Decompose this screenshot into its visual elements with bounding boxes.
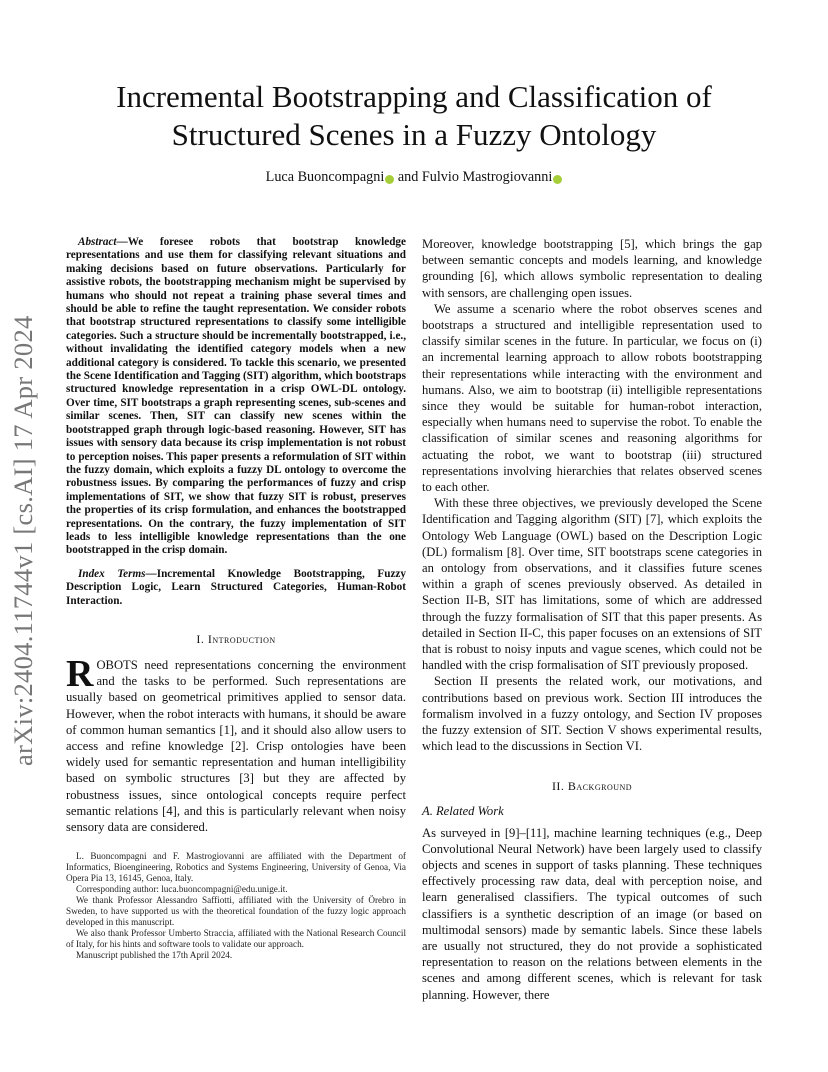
title-line-1: Incremental Bootstrapping and Classification of [116, 79, 712, 114]
author-2: Fulvio Mastrogiovanni [421, 169, 553, 185]
paragraph: With these three objectives, we previously developed the Scene Identification and Tagging algorithm (SIT) [7], which exploits the Ontology Web Language (OWL) based on the Description Logic (DL) formalism [8]. Over time, SIT bootstraps scene categories in an ontology from observations, and it classifies future scenes within a graph of scenes previously observed. As detailed in Section II-B, SIT has limitations, some of which are addressed through the fuzzy formalisation of SIT that this paper presents. As detailed in Section II-C, this paper focuses on an extensions of SIT that is robust to noisy inputs and vague scenes, which could not be handled with the crisp formalisation of SIT previously proposed. [422, 496, 762, 673]
orcid-icon[interactable] [553, 175, 562, 184]
abstract-label: Abstract [78, 236, 117, 248]
drop-cap: R [66, 652, 94, 695]
intro-text: OBOTS need representations concerning the environment and the tasks to be performed. Such representations are usually based on geometrical primitives applied to sensor data. However, when the robot interacts with humans, it should be aware of common human semantics [1], and it should also allow users to access and refine knowledge [2]. Crisp ontologies have been widely used for semantic representation and human intelligibility based on symbolic structures [3] but they are affected by robustness issues, since ontological concepts require perfect semantic relations [4], and this is particularly relevant when noisy sensory data are considered. [66, 657, 406, 834]
index-terms-text: —Incremental Knowledge Bootstrapping, Fuzzy Description Logic, Learn Structured Categories, Human-Robot Interaction. [66, 567, 406, 607]
section-heading-introduction: I. Introduction [196, 631, 276, 646]
arxiv-identifier: arXiv:2404.11744v1 [cs.AI] 17 Apr 2024 [8, 315, 38, 766]
orcid-icon[interactable] [385, 175, 394, 184]
subsection-heading-related-work: A. Related Work [422, 803, 504, 818]
title-line-2: Structured Scenes in a Fuzzy Ontology [171, 117, 657, 152]
footnote-published: Manuscript published the 17th April 2024. [76, 950, 233, 961]
left-column [66, 236, 406, 961]
author-1: Luca Buoncompagni [265, 169, 385, 185]
footnote-corresponding: Corresponding author: luca.buoncompagni@edu.unige.it. [76, 884, 288, 895]
footnotes [66, 851, 406, 961]
paper-title [60, 78, 768, 154]
footnote-thanks-saffiotti: We thank Professor Alessandro Saffiotti, affiliated with the University of Örebro in Sweden, to have supported us with the theoretical foundation of the fuzzy logic approach developed in this manuscript. [66, 895, 406, 928]
paragraph: Moreover, knowledge bootstrapping [5], which brings the gap between semantic concepts and models learning, and knowledge grounding [6], which allows symbolic representation to dealing with sensors, are challenging open issues. [422, 237, 762, 300]
paragraph: We assume a scenario where the robot observes scenes and bootstraps a structured and intelligible representation used to classify similar scenes in the future. In particular, we focus on (i) an incremental learning approach to allow robots bootstrapping their representations while interacting with the environment and humans. Also, we aim to bootstrap (ii) intelligible representations since they would be suitable for human-robot interaction, especially when humans need to supervise the robot. To enable the classification of similar scenes and reasoning algorithms for actuating the robot, we want to bootstrap (iii) structured representations involving hierarchies that relates observed scenes to each other. [422, 301, 762, 495]
intro-paragraph [66, 652, 406, 835]
index-terms [66, 568, 406, 608]
author-separator: and [394, 169, 422, 185]
footnote-thanks-straccia: We also thank Professor Umberto Straccia, affiliated with the National Research Council of Italy, for his hints and software tools to validate our approach. [66, 928, 406, 950]
right-column [422, 236, 762, 1003]
abstract-text: —We foresee robots that bootstrap knowledge representations and use them for classifying relevant situations and making decisions based on future observations. Particularly for assistive robots, the bootstrapping mechanism might be supervised by humans who should not repeat a training phase several times and should be able to refine the taught representation. We consider robots that bootstrap structured representations to classify some intelligible categories. Such a structure should be incrementally bootstrapped, i.e., without invalidating the identified category models when a new additional category is considered. To tackle this scenario, we presented the Scene Identification and Tagging (SIT) algorithm, which bootstraps structured knowledge representation in a crisp OWL-DL ontology. Over time, SIT bootstraps a graph representing scenes, sub-scenes and similar scenes. Then, SIT can classify new scenes within the bootstrapped graph through logic-based reasoning. However, SIT has issues with sensory data because its crisp implementation is not robust to perception noises. This paper presents a reformulation of SIT within the fuzzy domain, which exploits a fuzzy DL ontology to overcome the robustness issues. By comparing the performances of fuzzy and crisp implementations of SIT, we show that fuzzy SIT is robust, preserves the properties of its crisp formulation, and enhances the bootstrapped representations. On the contrary, the fuzzy implementation of SIT leads to less intelligible knowledge representations than the one bootstrapped in the crisp domain. [66, 236, 406, 557]
author-list [60, 169, 768, 186]
section-heading-background: II. Background [551, 778, 633, 793]
index-terms-label: Index Terms [78, 567, 146, 580]
paragraph: As surveyed in [9]–[11], machine learning techniques (e.g., Deep Convolutional Neural Network) have been largely used to classify objects and scenes in support of tasks planning. These techniques effectively processing raw data, deal with perception noise, and learn generalised classifiers. The typical outcomes of such classifiers is a synthetic description of an image (or based on multimodal sensors) made by semantic labels. Since these labels are usually not structured, they do not provide a sophisticated representation to reason on the relations between elements in the scenes and among different scenes, which is relevant for task planning. However, there [422, 825, 762, 1002]
paragraph: Section II presents the related work, our motivations, and contributions based on previous work. Section III introduces the formalism involved in a fuzzy ontology, and Section IV proposes the fuzzy extension of SIT. Section V shows experimental results, which lead to the discussions in Section VI. [422, 674, 762, 754]
abstract [66, 236, 406, 558]
footnote-affiliation: L. Buoncompagni and F. Mastrogiovanni are affiliated with the Department of Informatics, Bioengineering, Robotics and Systems Engineering, University of Genoa, Via Opera Pia 13, 16145, Genoa, Italy. [66, 851, 406, 884]
